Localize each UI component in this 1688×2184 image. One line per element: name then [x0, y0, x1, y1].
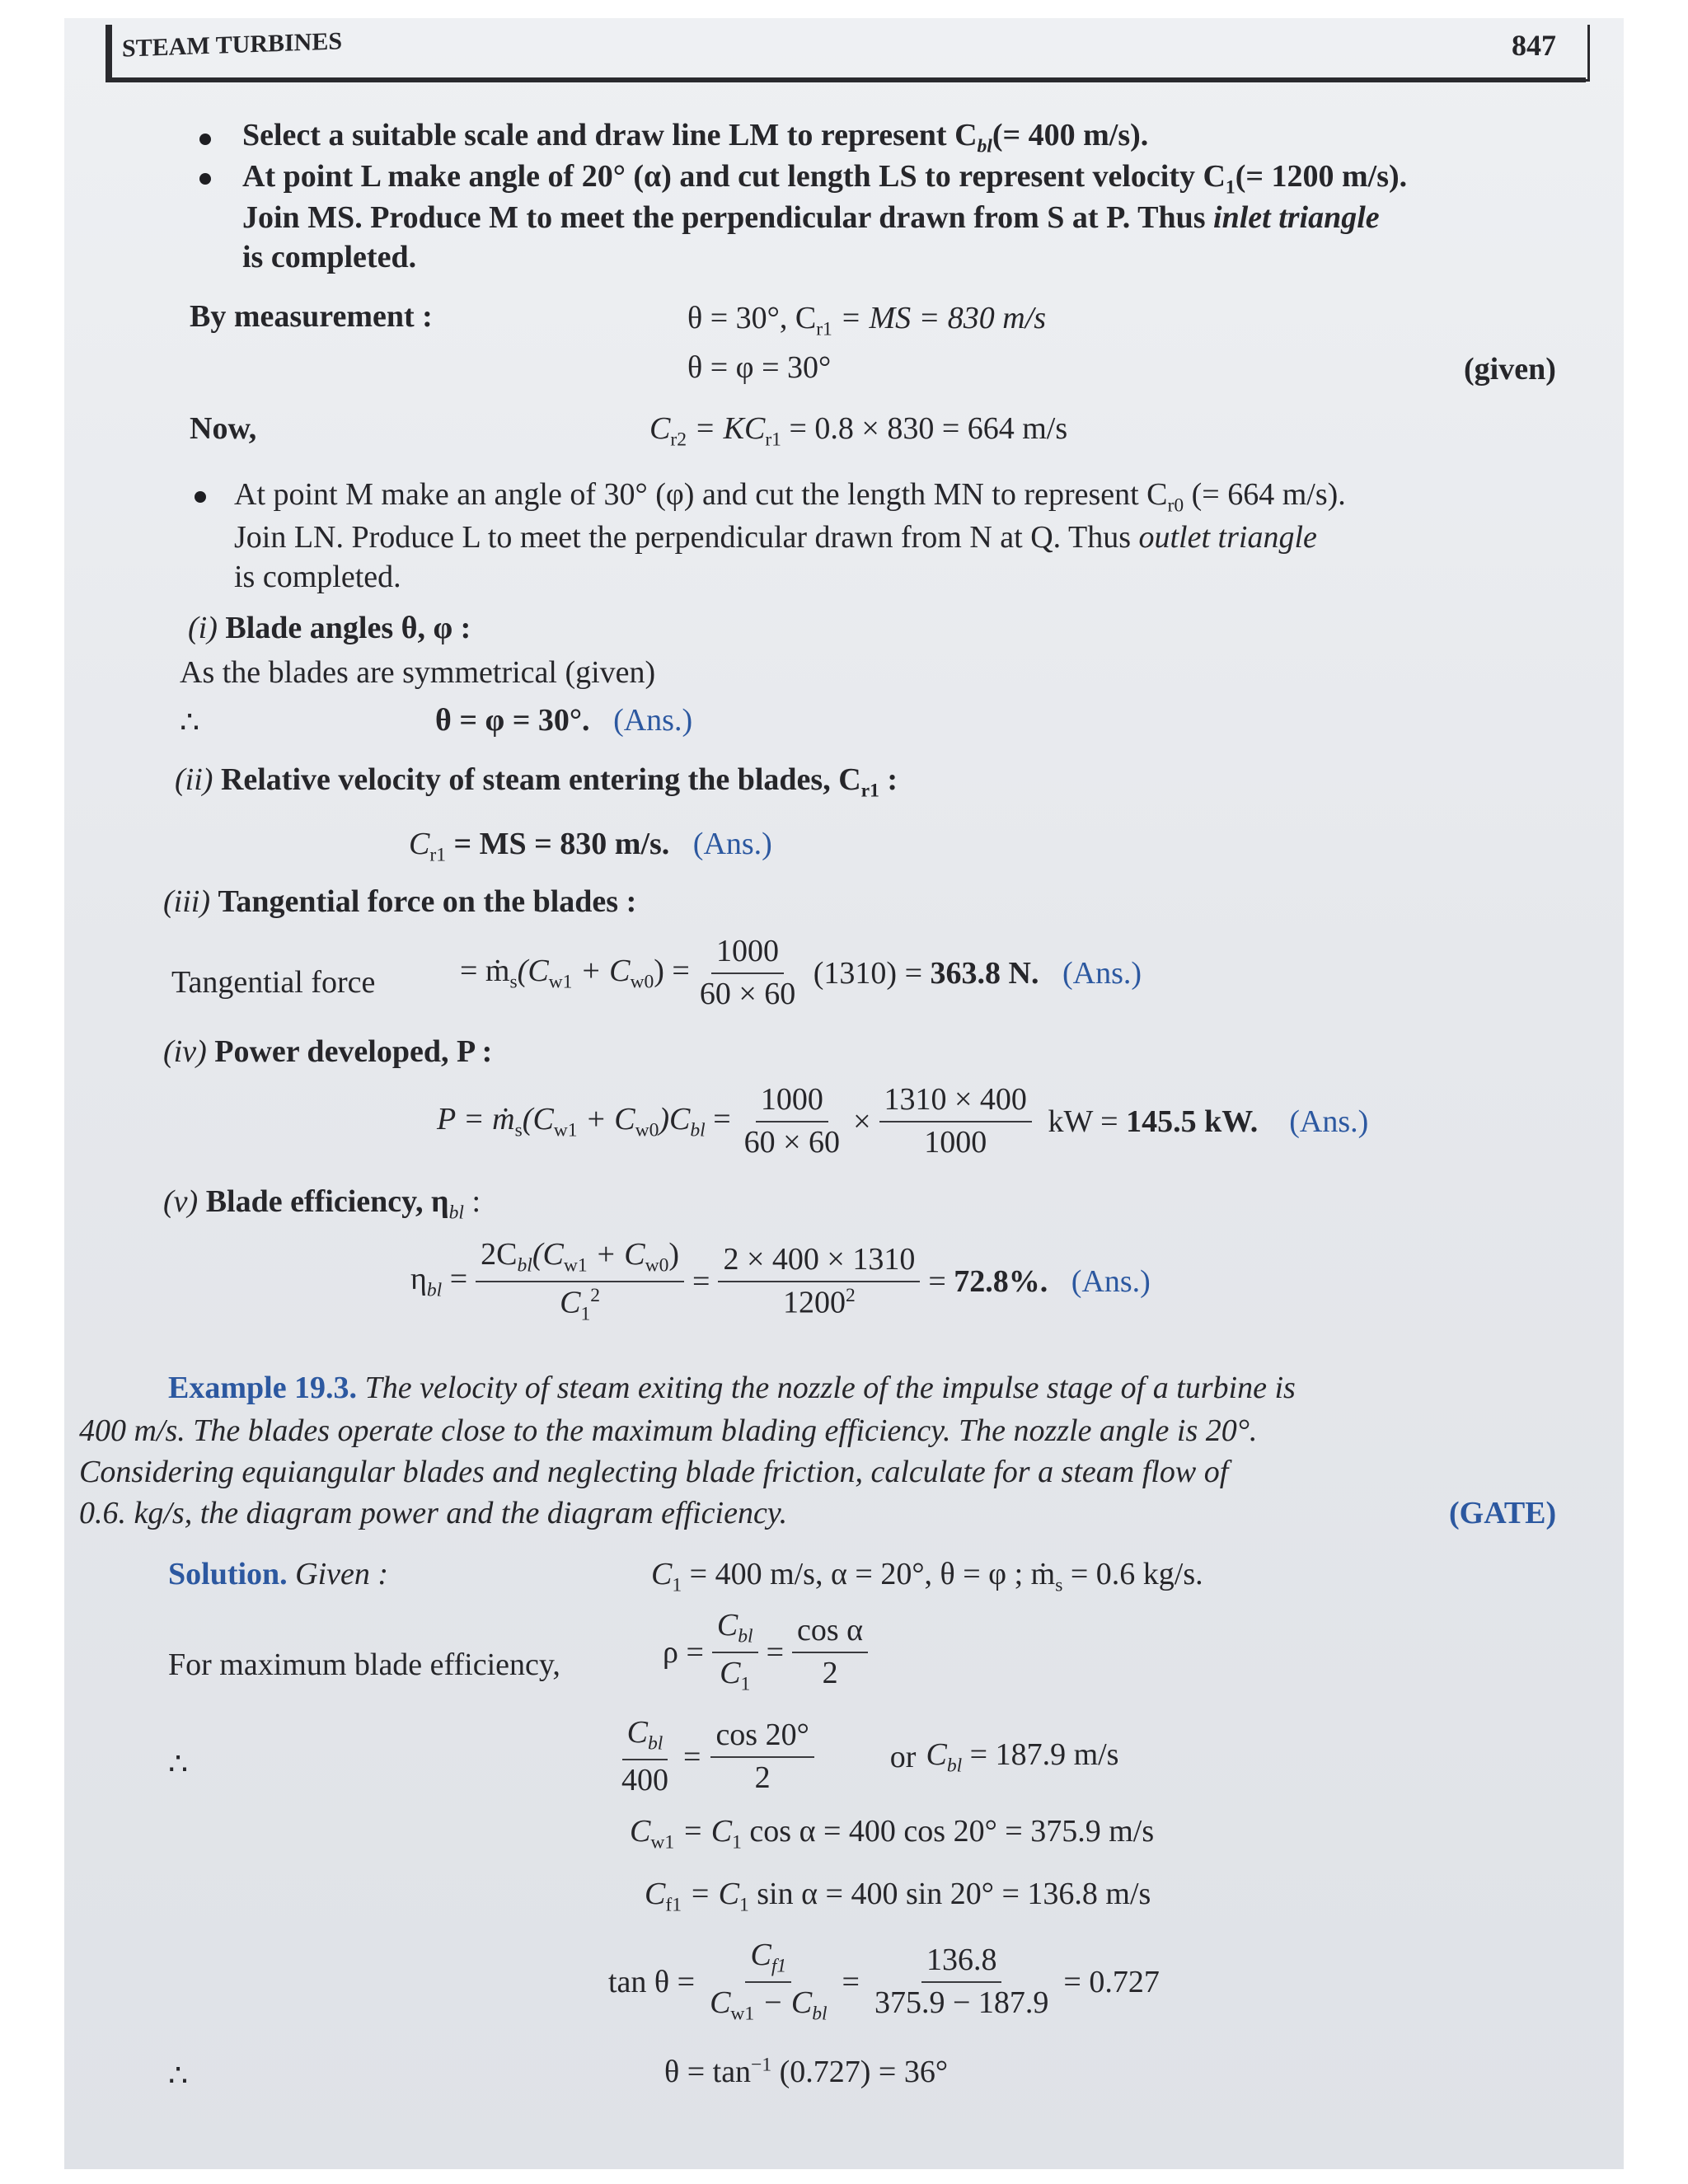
- bullet-2-line-2: Join MS. Produce M to meet the perpendicular drawn from S at P. Thus inlet triangle: [242, 200, 1380, 235]
- part-i-heading: (i) Blade angles θ, φ :: [188, 611, 471, 645]
- max-efficiency-label: For maximum blade efficiency,: [168, 1647, 560, 1682]
- whirl-velocity-equation: $C_{w1} = C_1$ cos α = 400 cos 20° = 375.9 m/s: [630, 1814, 1155, 1854]
- flow-velocity-equation: $C_{f1} = C_1$ sin α = 400 sin 20° = 136.8 m/s: [645, 1877, 1151, 1916]
- therefore-symbol: ∴: [180, 705, 200, 740]
- textbook-page: [64, 18, 1624, 2169]
- part-v-heading: (v) Blade efficiency, $\eta_{bl}$ :: [163, 1184, 481, 1224]
- bullet-2-line-3: is completed.: [242, 240, 417, 274]
- fraction: $\frac{C_{f1}}{C_{w1} - C_{bl}}$: [710, 1938, 828, 2025]
- measurement-eq-2: θ = φ = 30°: [687, 350, 832, 385]
- fraction: $\frac{1310 \times 400}{1000}$: [879, 1083, 1032, 1160]
- measurement-eq-1: θ = 30°, $C_{r1}$ = MS = 830 m/s: [687, 301, 1047, 340]
- bullet-dot: [195, 491, 206, 503]
- fraction: $\frac{C_{bl}}{400}$: [621, 1715, 668, 1797]
- part-ii-result: $C_{r1}$ = MS = 830 m/s. (Ans.): [409, 827, 772, 866]
- header-rule: [106, 77, 1586, 82]
- example-line-2: 400 m/s. The blades operate close to the maximum blading efficiency. The nozzle angle is 20°.: [79, 1413, 1258, 1448]
- fraction: $\frac{\cos 20^\circ}{2}$: [710, 1718, 814, 1796]
- part-i-result: θ = φ = 30°. (Ans.): [435, 703, 693, 738]
- fraction: $\frac{2C_{bl}(C_{w1} + C_{w0})}{C_1^2}$: [476, 1238, 684, 1325]
- tangential-force-label: Tangential force: [171, 965, 376, 1000]
- fraction: $\frac{136.8}{375.9 - 187.9}$: [874, 1942, 1049, 2020]
- fraction: $\frac{C_{bl}}{C_1}$: [712, 1609, 758, 1695]
- part-i-text: As the blades are symmetrical (given): [180, 655, 656, 690]
- part-ii-heading: (ii) Relative velocity of steam entering the blades, $C_{r1}$ :: [175, 762, 898, 802]
- rho-equation: ρ = $\frac{C_{bl}}{C_1}$ = $\frac{\text{cos α}}{2}$: [663, 1609, 868, 1695]
- now-equation: $C_{r2} = KC_{r1} = 0.8 \times 830 = 664$ m/s: [649, 411, 1068, 451]
- fraction: $\frac{\text{cos α}}{2}$: [792, 1614, 868, 1691]
- therefore-symbol: ∴: [168, 2059, 189, 2093]
- tangential-force-equation: = $ṁ_s(C_{w1} + C_{w0})$ = $\frac{1000}{60 \times 60}$ (1310) = 363.8 N. (Ans.): [460, 934, 1142, 1011]
- bullet-3-line-2: Join LN. Produce L to meet the perpendicular drawn from N at Q. Thus outlet triangle: [234, 520, 1317, 555]
- page-number: 847: [1512, 29, 1556, 62]
- bullet-dot: [199, 173, 211, 185]
- example-line-4: 0.6. kg/s, the diagram power and the diagram efficiency.: [79, 1496, 788, 1530]
- example-source: (GATE): [1449, 1496, 1557, 1530]
- theta-result: $\theta = \tan^{-1} (0.727) = 36^\circ$: [664, 2054, 949, 2089]
- part-iii-heading: (iii) Tangential force on the blades :: [163, 884, 637, 919]
- blade-speed-equation: $\frac{C_{bl}}{400}$ = $\frac{\cos 20^\circ}{2}$ or $C_{bl} = 187.9$ m/s: [617, 1716, 1118, 1797]
- bullet-3-line-3: is completed.: [234, 560, 401, 594]
- power-equation: $P = ṁ_s(C_{w1} + C_{w0})C_{bl}$ = $\frac{1000}{60 \times 60}$ × $\frac{1310 \times 400}{1000}$ kW = 145.5 kW. (Ans.): [437, 1082, 1369, 1160]
- now-label: Now,: [190, 411, 257, 446]
- part-iv-heading: (iv) Power developed, P :: [163, 1034, 493, 1069]
- bullet-1-text: Select a suitable scale and draw line LM to represent $C_{bl}(= 400$ m/s).: [242, 118, 1149, 157]
- bullet-3-line-1: At point M make an angle of 30° (φ) and cut the length MN to represent $C_{r0}$ (= 664 m/s).: [234, 477, 1346, 517]
- fraction: $\frac{1000}{60 \times 60}$: [699, 934, 796, 1011]
- efficiency-equation: $\eta_{bl}$ = $\frac{2C_{bl}(C_{w1} + C_{w0})}{C_1^2}$ = $\frac{2 \times 400 \times 1310}{1200^2}$ = 72.8%. (Ans.): [410, 1237, 1151, 1324]
- bullet-dot: [199, 134, 211, 145]
- tan-theta-equation: tan θ = $\frac{C_{f1}}{C_{w1} - C_{bl}}$ = $\frac{136.8}{375.9 - 187.9}$ = 0.727: [608, 1938, 1160, 2025]
- therefore-symbol: ∴: [168, 1747, 189, 1782]
- given-values: $C_1 = 400$ m/s, α = 20°, θ = φ ; ṁ$_s$ = 0.6 kg/s.: [651, 1557, 1203, 1596]
- example-line-3: Considering equiangular blades and neglecting blade friction, calculate for a steam flow of: [79, 1455, 1229, 1489]
- given-note: (given): [1464, 352, 1556, 387]
- bullet-2-line-1: At point L make angle of 20° (α) and cut length LS to represent velocity $C_1(= 1200$ m/s).: [242, 159, 1408, 199]
- solution-label: Solution. Given :: [168, 1557, 389, 1591]
- fraction: $\frac{1000}{60 \times 60}$: [743, 1082, 841, 1160]
- example-line-1: Example 19.3. The velocity of steam exiting the nozzle of the impulse stage of a turbine is: [168, 1371, 1296, 1405]
- measurement-label: By measurement :: [190, 299, 433, 334]
- running-title: STEAM TURBINES: [122, 27, 343, 63]
- fraction: $\frac{2 \times 400 \times 1310}{1200^2}$: [718, 1243, 920, 1320]
